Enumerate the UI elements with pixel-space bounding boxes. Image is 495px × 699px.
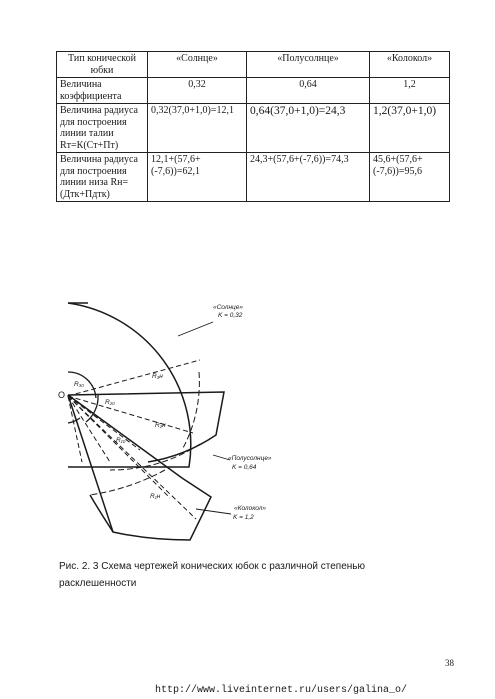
- footer-url[interactable]: http://www.liveinternet.ru/users/galina_o/: [155, 685, 408, 696]
- table-cell: Величина радиуса для построения линии талии Rт=К(Ст+Пт): [57, 104, 148, 153]
- figure-caption: Рис. 2. 3 Схема чертежей конических юбок с различной степенью расклешенности: [59, 561, 365, 589]
- table-header-cell: «Колокол»: [370, 52, 450, 78]
- table-cell: 0,64: [247, 78, 370, 104]
- radius-line-aux: [68, 396, 110, 462]
- callout-k-half-sun: K = 0,64: [232, 464, 257, 471]
- table-cell: 0,32(37,0+1,0)=12,1: [148, 104, 247, 153]
- callout-leader-bell: [196, 509, 231, 514]
- radius-label: R₁н: [150, 493, 161, 500]
- bell-hem-arc-dashed: [90, 470, 165, 495]
- table-cell: 1,2(37,0+1,0): [370, 104, 450, 153]
- table-cell: Величина радиуса для построения линии низа Rн=(Дтк+Пдтк): [57, 153, 148, 202]
- callout-k-sun: K = 0,32: [218, 312, 243, 319]
- table-cell: Величина коэффициента: [57, 78, 148, 104]
- radius-label: R₁₀: [116, 437, 126, 444]
- radius-line-aux: [68, 396, 170, 498]
- callout-leader-sun: [178, 322, 213, 336]
- table-cell: 0,64(37,0+1,0)=24,3: [247, 104, 370, 153]
- radius-line-aux: [68, 396, 140, 450]
- table-cell: 0,32: [148, 78, 247, 104]
- table-cell: 1,2: [370, 78, 450, 104]
- origin-label: O: [58, 390, 66, 400]
- callout-label-half-sun: «Полусолнце»: [228, 455, 272, 462]
- table-cell: 24,3+(57,6+(-7,6))=74,3: [247, 153, 370, 202]
- table-header-cell: «Солнце»: [148, 52, 247, 78]
- bell-guide-arc-dashed: [110, 444, 200, 470]
- bell-skirt-hem-line: [90, 495, 113, 532]
- table-cell: 12,1+(57,6+(-7,6))=62,1: [148, 153, 247, 202]
- page-number: 38: [445, 658, 454, 668]
- radius-label: R₂н: [155, 422, 166, 429]
- table-header-cell: Тип конической юбки: [57, 52, 148, 78]
- table-header-cell: «Полусолнце»: [247, 52, 370, 78]
- callout-k-bell: K = 1,2: [233, 514, 254, 521]
- radius-label: R₃₀: [74, 381, 85, 388]
- table-cell: 45,6+(57,6+(-7,6))=95,6: [370, 153, 450, 202]
- radius-label: R₂₀: [105, 399, 115, 406]
- radius-label: R₃н: [152, 373, 163, 380]
- callout-label-sun: «Солнце»: [213, 304, 243, 311]
- callout-label-bell: «Колокол»: [234, 505, 267, 512]
